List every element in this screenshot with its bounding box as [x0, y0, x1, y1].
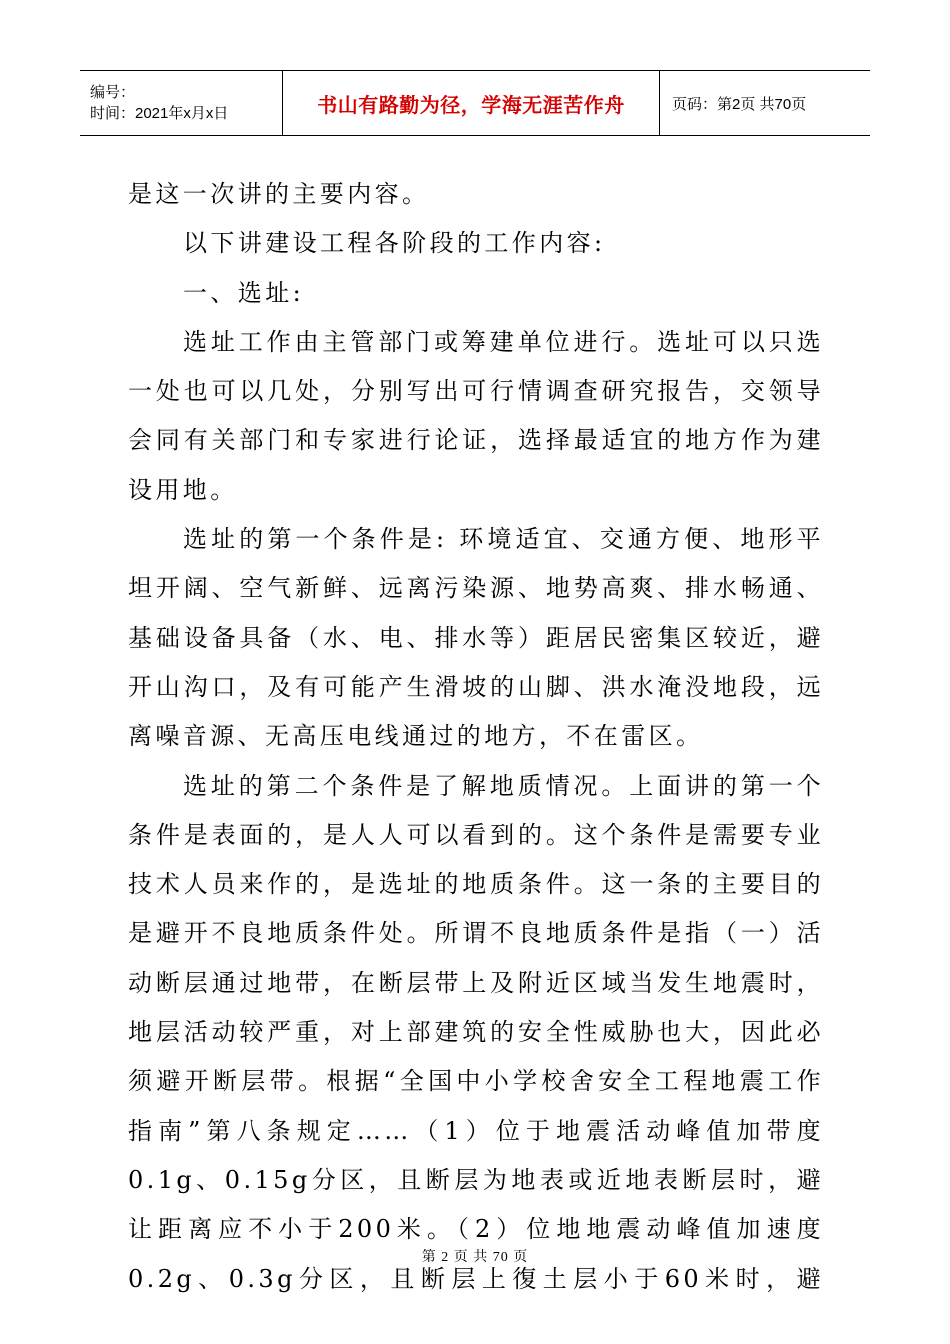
document-body: [128, 170, 824, 1304]
document-date: 时间：2021年x月x日: [90, 105, 229, 122]
page-info-text: 页码：第2页 共70页: [672, 95, 807, 113]
page-header: [80, 70, 870, 136]
header-motto: [283, 71, 660, 135]
header-meta: [80, 71, 283, 135]
document-number-label: 编号：: [90, 84, 136, 101]
motto-text: 书山有路勤为径，学海无涯苦作舟: [317, 92, 625, 117]
paragraph-second-condition: 选址的第二个条件是了解地质情况。上面讲的第一个条件是表面的，是人人可以看到的。这个条件是需要专业技术人员来作的，是选址的地质条件。这一条的主要目的是避开不良地质条件处。所谓不良地质条件是指（一）活动断层通过地带，在断层带上及附近区域当发生地震时，地层活动较严重，对上部建筑的安全性威胁也大，因此必须避开断层带。根据“全国中小学校舍安全工程地震工作指南”第八条规定……（1）位于地震活动峰值加带度0.1g、0.15g分区，且断层为地表或近地表断层时，避让距离应不小于200米。（2）位地地震动峰值加速度0.2g、0.3g分区，且断层上復土层小于60米时，避: [128, 771, 824, 1293]
paragraph-intro: 以下讲建设工程各阶段的工作内容:: [183, 229, 606, 258]
paragraph-site-selection: 选址工作由主管部门或筹建单位进行。选址可以只选一处也可以几处，分别写出可行情调查研究报告，交领导会同有关部门和专家进行论证，选择最适宜的地方作为建设用地。: [128, 327, 824, 504]
section-heading: 一、选址:: [183, 278, 305, 307]
paragraph-continuation: 是这一次讲的主要内容。: [128, 180, 430, 208]
page-footer: 第 2 页 共 70 页: [421, 1250, 529, 1265]
paragraph-first-condition: 选址的第一个条件是: 环境适宜、交通方便、地形平坦开阔、空气新鲜、远离污染源、地势高爽、排水畅通、基础设备具备（水、电、排水等）距居民密集区较近，避开山沟口，及有可能产生滑坡的山脚、洪水淹没地段，远离噪音源、无高压电线通过的地方，不在雷区。: [128, 525, 824, 751]
header-page-info: [660, 71, 870, 135]
